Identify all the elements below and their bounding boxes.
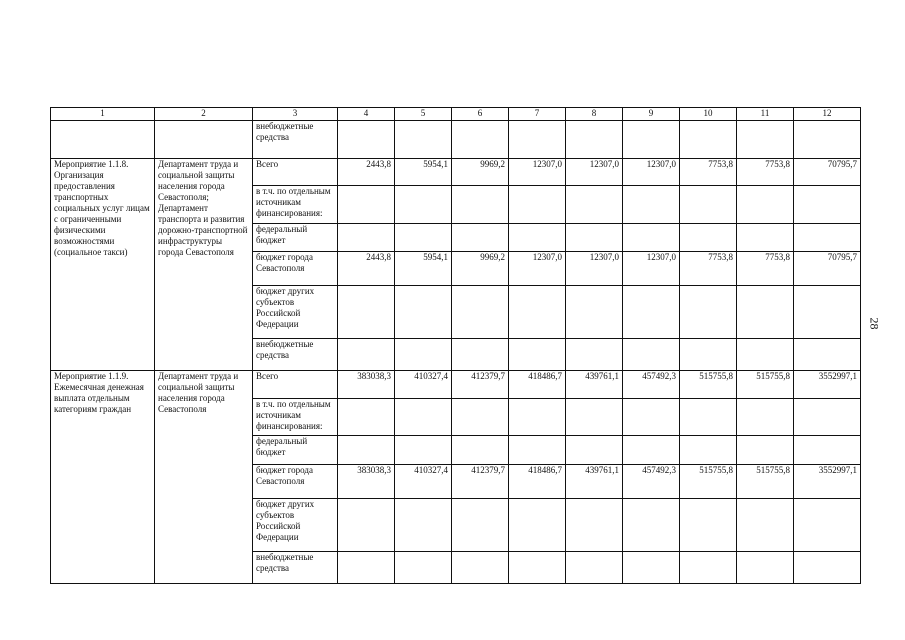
value-cell: 70795,7 — [794, 158, 861, 186]
value-cell — [509, 223, 566, 252]
value-cell: 5954,1 — [395, 158, 452, 186]
value-cell — [338, 186, 395, 223]
value-cell — [623, 398, 680, 435]
value-cell — [794, 339, 861, 371]
funding-source-cell: бюджет города Севастополя — [253, 464, 338, 498]
value-cell — [737, 121, 794, 158]
funding-source-cell: внебюджетные средства — [253, 121, 338, 158]
value-cell — [623, 551, 680, 583]
value-cell: 383038,3 — [338, 464, 395, 498]
value-cell — [509, 121, 566, 158]
funding-source-cell: федеральный бюджет — [253, 436, 338, 465]
value-cell — [623, 436, 680, 465]
value-cell — [452, 339, 509, 371]
value-cell: 12307,0 — [509, 158, 566, 186]
funding-source-cell: в т.ч. по отдельным источникам финансирования: — [253, 186, 338, 223]
value-cell: 515755,8 — [737, 371, 794, 399]
value-cell — [509, 398, 566, 435]
funding-source-cell: в т.ч. по отдельным источникам финансирования: — [253, 398, 338, 435]
value-cell: 7753,8 — [680, 158, 737, 186]
value-cell — [566, 436, 623, 465]
value-cell — [566, 121, 623, 158]
funding-source-cell: Всего — [253, 158, 338, 186]
column-header: 1 — [51, 108, 155, 121]
value-cell — [623, 499, 680, 552]
value-cell — [452, 551, 509, 583]
value-cell: 457492,3 — [623, 371, 680, 399]
column-header: 3 — [253, 108, 338, 121]
value-cell — [680, 186, 737, 223]
value-cell — [737, 551, 794, 583]
value-cell: 12307,0 — [509, 252, 566, 286]
value-cell — [566, 551, 623, 583]
value-cell: 418486,7 — [509, 371, 566, 399]
column-header: 12 — [794, 108, 861, 121]
table-row — [51, 371, 861, 399]
value-cell: 439761,1 — [566, 464, 623, 498]
funding-source-cell: внебюджетные средства — [253, 339, 338, 371]
value-cell — [566, 186, 623, 223]
value-cell: 439761,1 — [566, 371, 623, 399]
value-cell — [623, 186, 680, 223]
value-cell — [452, 121, 509, 158]
value-cell — [794, 286, 861, 339]
value-cell — [680, 551, 737, 583]
value-cell: 7753,8 — [680, 252, 737, 286]
value-cell: 418486,7 — [509, 464, 566, 498]
value-cell: 7753,8 — [737, 252, 794, 286]
value-cell — [680, 436, 737, 465]
value-cell — [566, 398, 623, 435]
value-cell — [395, 186, 452, 223]
value-cell — [680, 499, 737, 552]
value-cell: 7753,8 — [737, 158, 794, 186]
column-header: 2 — [155, 108, 253, 121]
value-cell — [680, 286, 737, 339]
value-cell — [509, 499, 566, 552]
value-cell: 410327,4 — [395, 371, 452, 399]
column-header: 5 — [395, 108, 452, 121]
value-cell — [623, 223, 680, 252]
value-cell — [794, 499, 861, 552]
column-header: 6 — [452, 108, 509, 121]
value-cell — [737, 339, 794, 371]
value-cell — [566, 286, 623, 339]
column-header: 11 — [737, 108, 794, 121]
value-cell: 515755,8 — [737, 464, 794, 498]
value-cell — [452, 499, 509, 552]
value-cell — [794, 186, 861, 223]
measure-cell: Мероприятие 1.1.9. Ежемесячная денежная выплата отдельным категориям граждан — [51, 371, 155, 584]
value-cell: 9969,2 — [452, 252, 509, 286]
value-cell — [737, 186, 794, 223]
measure-cell — [51, 121, 155, 158]
column-header: 4 — [338, 108, 395, 121]
value-cell — [623, 339, 680, 371]
value-cell — [338, 398, 395, 435]
funding-source-cell: бюджет города Севастополя — [253, 252, 338, 286]
value-cell — [680, 398, 737, 435]
value-cell: 412379,7 — [452, 371, 509, 399]
value-cell — [680, 223, 737, 252]
value-cell: 12307,0 — [623, 158, 680, 186]
table-row — [51, 158, 861, 186]
value-cell — [623, 121, 680, 158]
table-row — [51, 121, 861, 158]
value-cell — [338, 436, 395, 465]
budget-table — [50, 107, 861, 584]
value-cell: 515755,8 — [680, 464, 737, 498]
value-cell — [395, 499, 452, 552]
executor-cell: Департамент труда и социальной защиты населения города Севастополя — [155, 371, 253, 584]
funding-source-cell: бюджет других субъектов Российской Федерации — [253, 286, 338, 339]
value-cell — [794, 551, 861, 583]
value-cell — [452, 223, 509, 252]
value-cell: 412379,7 — [452, 464, 509, 498]
value-cell — [680, 121, 737, 158]
value-cell — [338, 121, 395, 158]
value-cell — [509, 339, 566, 371]
value-cell — [566, 339, 623, 371]
funding-source-cell: внебюджетные средства — [253, 551, 338, 583]
value-cell — [509, 436, 566, 465]
value-cell — [338, 551, 395, 583]
value-cell: 12307,0 — [566, 158, 623, 186]
value-cell — [794, 223, 861, 252]
value-cell — [338, 223, 395, 252]
value-cell: 515755,8 — [680, 371, 737, 399]
value-cell — [338, 339, 395, 371]
value-cell — [395, 121, 452, 158]
value-cell: 3552997,1 — [794, 371, 861, 399]
value-cell — [452, 398, 509, 435]
executor-cell: Департамент труда и социальной защиты населения города Севастополя; Департамент транспорта и развития дорожно-транспортной инфраструктуры города Севастополя — [155, 158, 253, 371]
funding-source-cell: Всего — [253, 371, 338, 399]
value-cell — [566, 499, 623, 552]
value-cell — [794, 436, 861, 465]
executor-cell — [155, 121, 253, 158]
value-cell: 457492,3 — [623, 464, 680, 498]
value-cell — [509, 551, 566, 583]
header-row — [51, 108, 861, 121]
value-cell — [737, 223, 794, 252]
value-cell — [395, 398, 452, 435]
value-cell — [509, 186, 566, 223]
value-cell: 9969,2 — [452, 158, 509, 186]
value-cell — [395, 339, 452, 371]
measure-cell: Мероприятие 1.1.8. Организация предоставления транспортных социальных услуг лицам с ограниченными физическими возможностями (социальное такси) — [51, 158, 155, 371]
funding-source-cell: федеральный бюджет — [253, 223, 338, 252]
value-cell — [395, 223, 452, 252]
value-cell: 2443,8 — [338, 252, 395, 286]
value-cell — [737, 499, 794, 552]
value-cell — [794, 398, 861, 435]
value-cell: 12307,0 — [623, 252, 680, 286]
value-cell — [623, 286, 680, 339]
column-header: 10 — [680, 108, 737, 121]
value-cell — [680, 339, 737, 371]
value-cell: 12307,0 — [566, 252, 623, 286]
value-cell — [338, 286, 395, 339]
value-cell: 3552997,1 — [794, 464, 861, 498]
value-cell — [338, 499, 395, 552]
value-cell: 70795,7 — [794, 252, 861, 286]
column-header: 9 — [623, 108, 680, 121]
value-cell: 5954,1 — [395, 252, 452, 286]
value-cell — [395, 286, 452, 339]
value-cell — [509, 286, 566, 339]
value-cell — [395, 551, 452, 583]
value-cell — [566, 223, 623, 252]
column-header: 7 — [509, 108, 566, 121]
value-cell: 410327,4 — [395, 464, 452, 498]
column-header: 8 — [566, 108, 623, 121]
page-number: 28 — [867, 317, 882, 330]
value-cell — [452, 436, 509, 465]
value-cell — [794, 121, 861, 158]
value-cell — [737, 436, 794, 465]
value-cell — [737, 398, 794, 435]
value-cell — [737, 286, 794, 339]
value-cell — [395, 436, 452, 465]
value-cell: 2443,8 — [338, 158, 395, 186]
value-cell — [452, 186, 509, 223]
funding-source-cell: бюджет других субъектов Российской Федерации — [253, 499, 338, 552]
value-cell: 383038,3 — [338, 371, 395, 399]
value-cell — [452, 286, 509, 339]
